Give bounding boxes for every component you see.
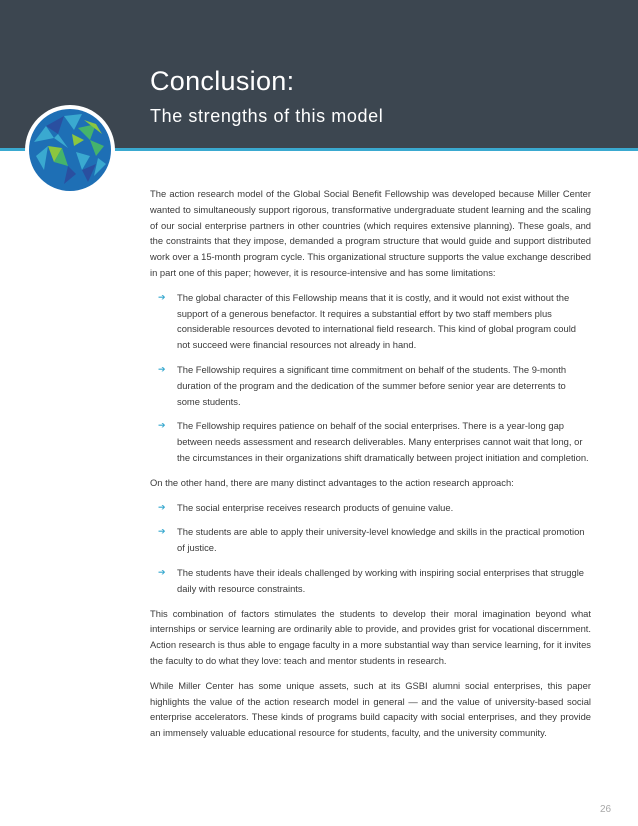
limitations-list xyxy=(150,290,591,466)
list-item: ➔ The Fellowship requires a significant time commitment on behalf of the students. The 9-month duration of the program and the dedication of the summer before senior year are deterrents to some students. xyxy=(158,363,567,407)
arrow-icon: ➔ xyxy=(158,526,166,537)
page-subtitle: The strengths of this model xyxy=(150,106,384,126)
list-item: ➔ The global character of this Fellowship means that it is costly, and it would not exist without the support of a generous benefactor. It requires a substantial effort by two staff members plus considerable resources devoted to international field research. This kind of global program could not succeed were financial resources not already in hand. xyxy=(158,291,577,351)
page-title: Conclusion: xyxy=(150,66,295,96)
advantages-intro: On the other hand, there are many distinct advantages to the action research approach: xyxy=(150,476,514,488)
arrow-icon: ➔ xyxy=(158,501,166,512)
list-item: ➔ The Fellowship requires patience on behalf of the social enterprises. There is a year-long gap between needs assessment and research deliverables. Many enterprises cannot wait that long, or the circumstances in their organizations shift dramatically between project initiation and completion. xyxy=(158,420,589,463)
arrow-icon: ➔ xyxy=(158,363,166,374)
body-content xyxy=(150,186,591,750)
page-number: 26 xyxy=(600,804,612,815)
intro-paragraph: The action research model of the Global Social Benefit Fellowship was developed because Miller Center wanted to simultaneously support rigorous, transformative undergraduate student learning and the scaling of our social enterprise partners in other countries (which requires extensive planning). These goals, and the constraints that they impose, demanded a program structure that would guide and support distributed work over a 15-month program cycle. This organizational structure supports the value exchange described in part one of this paper; however, it is resource-intensive and has some limitations: xyxy=(150,188,591,278)
arrow-icon: ➔ xyxy=(158,566,166,577)
combination-paragraph: This combination of factors stimulates the students to develop their moral imagination beyond what internships or service learning are ordinarily able to provide, and provides grist for vocational discernment. Action research is thus able to engage faculty in a more substantial way than service learning, for it invites the faculty to do what they love: teach and mentor students in research. xyxy=(150,607,591,666)
arrow-icon: ➔ xyxy=(158,291,166,302)
list-item: ➔ The students have their ideals challenged by working with inspiring social enterprises that struggle daily with resource constraints. xyxy=(158,566,584,594)
globe-icon xyxy=(24,104,116,196)
list-item: ➔ The students are able to apply their university-level knowledge and skills in the practical promotion of justice. xyxy=(158,526,585,554)
closing-paragraph: While Miller Center has some unique assets, such at its GSBI alumni social enterprises, this paper highlights the value of the action research model in general — and the value of university-based social enterprise accelerators. These kinds of programs build capacity with social enterprises, and they provide an immensely valuable educational resource for students, faculty, and the university community. xyxy=(150,679,591,739)
arrow-icon: ➔ xyxy=(158,420,166,431)
list-item: ➔ The social enterprise receives research products of genuine value. xyxy=(150,500,591,516)
advantages-list xyxy=(150,500,591,597)
